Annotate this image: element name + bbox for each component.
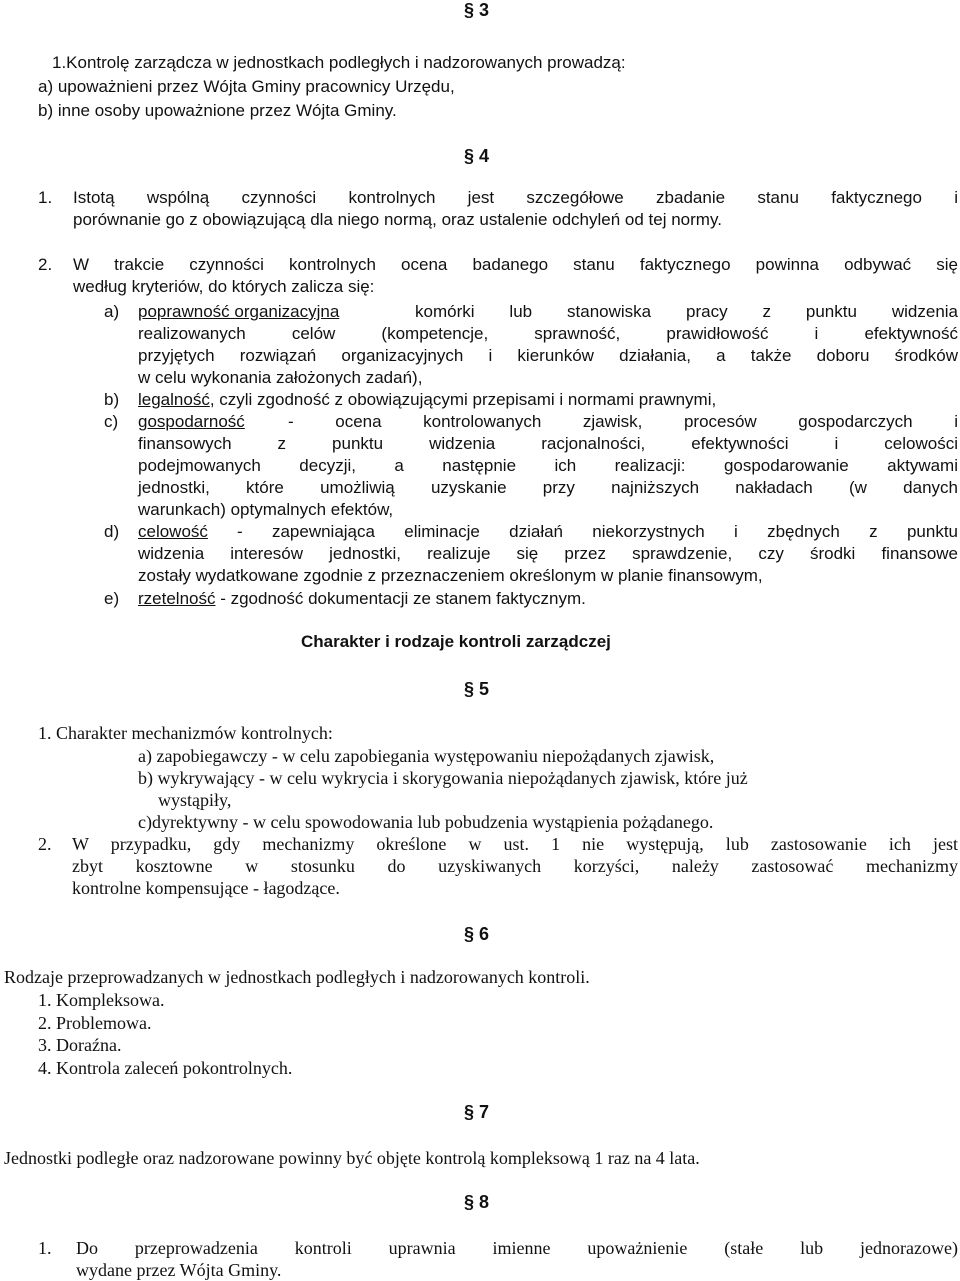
s4-a-label: a) [104,302,120,321]
paragraph-7-heading: § 7 [464,1102,490,1122]
s4-p1-line-2: porównanie go z obowiązującą dla niego normą, oraz ustalenie odchyleń od tej normy. [73,210,722,229]
s5-item-a: a) zapobiegawczy - w celu zapobiegania występowaniu niepożądanych zjawisk, [138,746,715,766]
s4-c-line-1: - ocena kontrolowanych zjawisk, procesów gospodarczych i [288,412,958,431]
paragraph-5-heading: § 5 [464,679,490,699]
s5-p1: 1. Charakter mechanizmów kontrolnych: [38,723,333,743]
s4-e-label: e) [104,589,120,608]
s4-d-label: d) [104,522,120,541]
s4-a-term: poprawność organizacyjna [138,302,340,321]
s3-item-b: b) inne osoby upoważnione przez Wójta Gminy. [38,101,397,120]
s4-d-line-2: widzenia interesów jednostki, realizuje się przez sprawdzenie, czy środki finansowe [138,544,958,563]
s4-b-term: legalność [138,390,210,409]
s4-c-label: c) [104,412,119,431]
s6-item-3: 3. Doraźna. [38,1035,122,1055]
paragraph-4-heading: § 4 [464,146,490,166]
s4-c-line-2: finansowych z punktu widzenia racjonalności, efektywności i celowości [138,434,958,453]
s4-d-term: celowość [138,522,208,541]
s4-p2-line-1: W trakcie czynności kontrolnych ocena badanego stanu faktycznego powinna odbywać się [73,255,958,274]
s5-p2-number: 2. [38,834,52,854]
s4-a-line-4: w celu wykonania założonych zadań), [138,368,423,387]
section-title: Charakter i rodzaje kontroli zarządczej [301,632,611,651]
s4-a-line-1: komórki lub stanowiska pracy z punktu widzenia [415,302,958,321]
s4-b-label: b) [104,390,120,409]
paragraph-8-heading: § 8 [464,1192,490,1212]
s4-a-line-2: realizowanych celów (kompetencje, sprawność, prawidłowość i efektywność [138,324,958,343]
s8-line-2: wydane przez Wójta Gminy. [76,1260,282,1280]
s3-item-a: a) upoważnieni przez Wójta Gminy pracownicy Urzędu, [38,77,455,96]
s5-item-b-line-1: b) wykrywający - w celu wykrycia i skorygowania niepożądanych zjawisk, które już [138,768,748,788]
s4-c-line-3: podejmowanych decyzji, a następnie ich realizacji: gospodarowanie aktywami [138,456,958,475]
s3-line-1: 1.Kontrolę zarządcza w jednostkach podległych i nadzorowanych prowadzą: [52,53,626,72]
s6-item-1: 1. Kompleksowa. [38,990,165,1010]
s4-e-text: - zgodność dokumentacji ze stanem faktycznym. [215,589,586,608]
s6-item-2: 2. Problemowa. [38,1013,152,1033]
s8-number: 1. [38,1238,52,1258]
s4-b-text: , czyli zgodność z obowiązującymi przepisami i normami prawnymi, [209,390,717,409]
s4-a-line-3: przyjętych rozwiązań organizacyjnych i kierunków działania, a także doboru środków [138,346,958,365]
s4-e-line [138,588,586,610]
s5-p2-line-1: W przypadku, gdy mechanizmy określone w ust. 1 nie występują, lub zastosowanie ich jest [72,834,958,854]
s4-p1-number: 1. [38,188,53,207]
paragraph-6-heading: § 6 [464,924,490,944]
paragraph-3-heading: § 3 [464,0,490,20]
s5-item-b-line-2: wystąpiły, [158,790,232,810]
s6-intro: Rodzaje przeprowadzanych w jednostkach podległych i nadzorowanych kontroli. [4,967,590,987]
s8-line-1: Do przeprowadzenia kontroli uprawnia imienne upoważnienie (stałe lub jednorazowe) [76,1238,958,1258]
s6-item-4: 4. Kontrola zaleceń pokontrolnych. [38,1058,293,1078]
s4-c-line-5: warunkach) optymalnych efektów, [138,500,394,519]
s5-item-c: c)dyrektywny - w celu spowodowania lub pobudzenia wystąpienia pożądanego. [138,812,714,832]
s4-p1-line-1: Istotą wspólną czynności kontrolnych jest szczegółowe zbadanie stanu faktycznego i [73,188,958,207]
s5-p2-line-3: kontrolne kompensujące - łagodzące. [72,878,340,898]
s5-p2-line-2: zbyt kosztowne w stosunku do uzyskiwanych korzyści, należy zastosować mechanizmy [72,856,958,876]
s7-text: Jednostki podległe oraz nadzorowane powinny być objęte kontrolą kompleksową 1 raz na 4 lata. [4,1148,700,1168]
s4-e-term: rzetelność [138,589,216,608]
s4-d-line-3: zostały wydatkowane zgodnie z przeznaczeniem określonym w planie finansowym, [138,566,763,585]
s4-b-line [138,389,716,411]
s4-c-line-4: jednostki, które umożliwią uzyskanie przy najniższych nakładach (w danych [138,478,958,497]
s4-p2-line-2: według kryteriów, do których zalicza się: [73,277,375,296]
s4-d-line-1: - zapewniająca eliminacje działań niekorzystnych i zbędnych z punktu [237,522,958,541]
s4-c-term: gospodarność [138,412,245,431]
s4-p2-number: 2. [38,255,53,274]
